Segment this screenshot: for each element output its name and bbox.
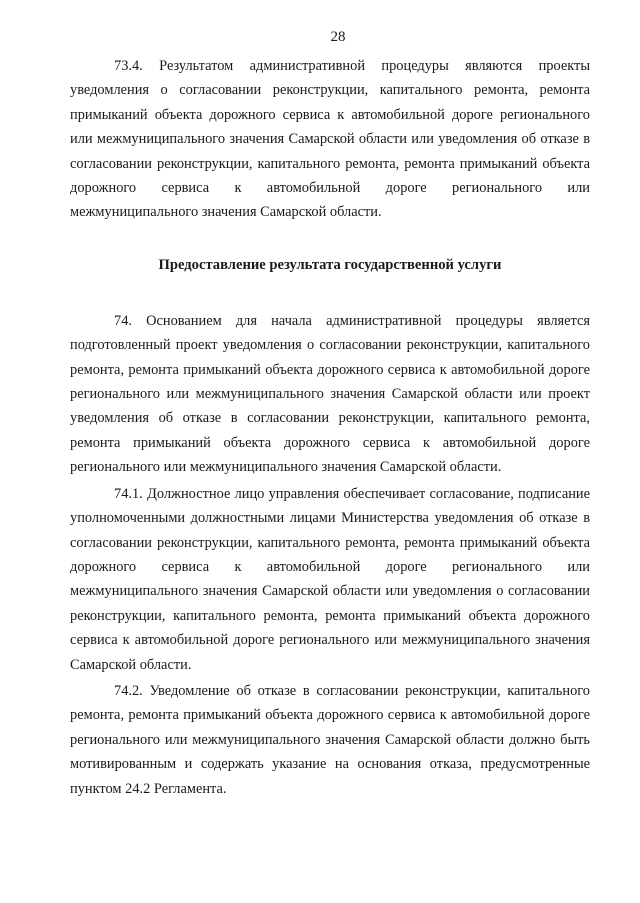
- section-heading: Предоставление результата государственной услуги: [158, 256, 502, 273]
- paragraph-74-2: 74.2. Уведомление об отказе в согласовании реконструкции, капитального ремонта, ремонта примыканий объекта дорожного сервиса к автомобильной дороге регионального или межмуниципального значения Самарской области должно быть мотивированным и содержать указание на основания отказа, предусмотренные пунктом 24.2 Регламента.: [70, 682, 590, 797]
- paragraph-74-1: 74.1. Должностное лицо управления обеспечивает согласование, подписание уполномоченными должностными лицами Министерства уведомления об отказе в согласовании реконструкции, капитального ремонта, ремонта примыканий объекта дорожного сервиса к автомобильной дороге регионального или межмуниципального значения Самарской области или уведомления о согласовании реконструкции, капитального ремонта, ремонта примыканий объекта дорожного сервиса к автомобильной дороге регионального или межмуниципального значения Самарской области.: [70, 485, 590, 673]
- paragraph-74: 74. Основанием для начала административной процедуры является подготовленный проект уведомления о согласовании реконструкции, капитального ремонта, ремонта примыканий объекта дорожного сервиса к автомобильной дороге регионального или межмуниципального значения Самарской области или проект уведомления об отказе в согласовании реконструкции, капитального ремонта, ремонта примыканий объекта дорожного сервиса к автомобильной дороге регионального или межмуниципального значения Самарской области.: [70, 312, 590, 476]
- page-number: 28: [330, 29, 346, 45]
- paragraph-73-4: 73.4. Результатом административной процедуры являются проекты уведомления о согласовании реконструкции, капитального ремонта, ремонта примыканий объекта дорожного сервиса к автомобильной дороге регионального или межмуниципального значения Самарской области или уведомления об отказе в согласовании реконструкции, капитального ремонта, ремонта примыканий объекта дорожного сервиса к автомобильной дороге регионального или межмуниципального значения Самарской области.: [70, 58, 590, 221]
